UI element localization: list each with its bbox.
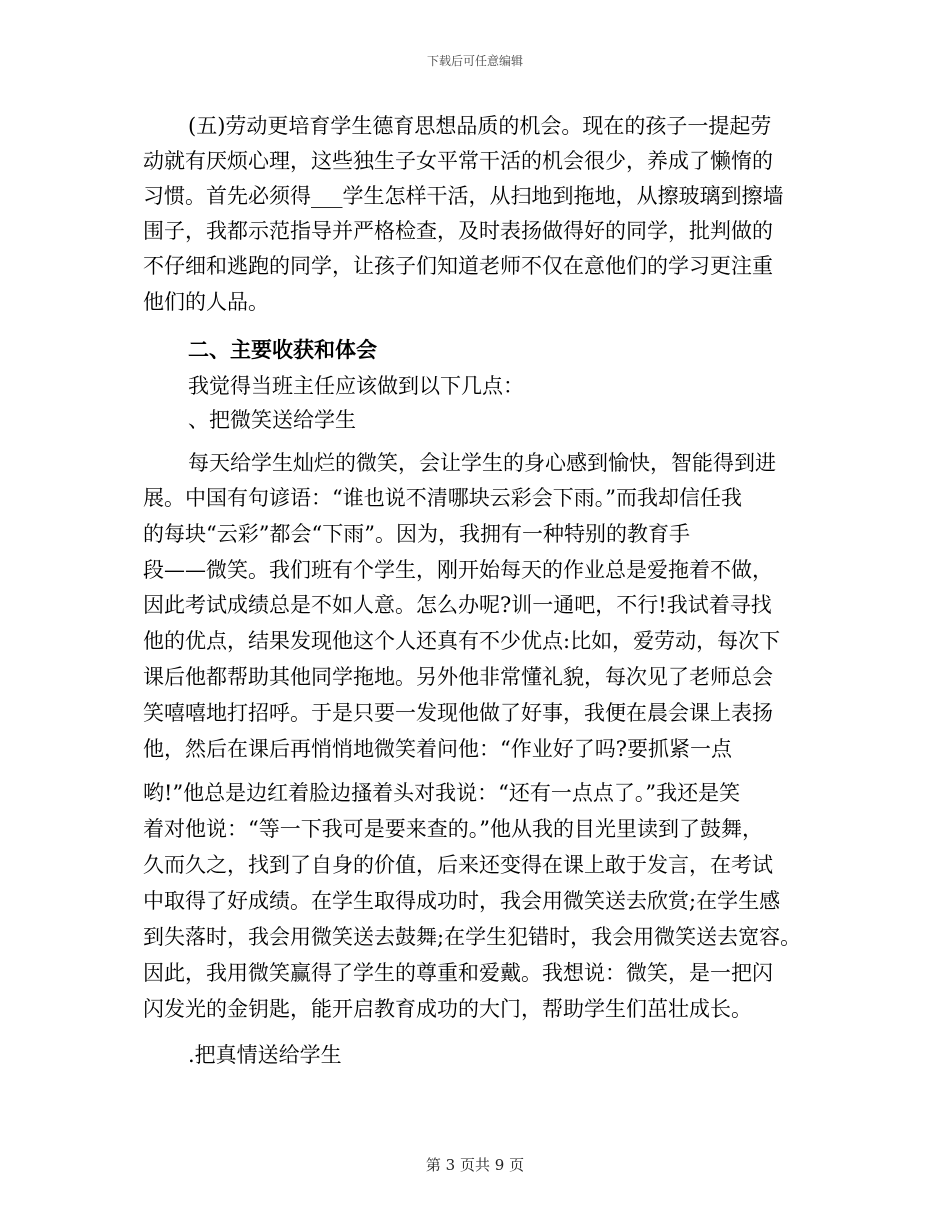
body-text-line: 习惯。首先必须得___学生怎样干活，从扫地到拖地，从擦玻璃到擦墙 <box>143 184 784 208</box>
body-text-line: 围子，我都示范指导并严格检查，及时表扬做得好的同学，批判做的 <box>143 219 773 243</box>
body-text-line: 的每块“云彩”都会“下雨”。因为，我拥有一种特别的教育手 <box>143 522 690 546</box>
body-text-line: 闪发光的金钥匙，能开启教育成功的大门，帮助学生们茁壮成长。 <box>143 997 752 1021</box>
body-text-line: 着对他说：“等一下我可是要来查的。”他从我的目光里读到了鼓舞， <box>143 817 763 841</box>
body-text-line: 中取得了好成绩。在学生取得成功时，我会用微笑送去欣赏;在学生感 <box>143 889 781 913</box>
body-text-line: 到失落时，我会用微笑送去鼓舞;在学生犯错时，我会用微笑送去宽容。 <box>143 925 802 949</box>
body-text-line: 笑嘻嘻地打招呼。于是只要一发现他做了好事，我便在晨会课上表扬 <box>143 701 773 725</box>
section-heading: 二、主要收获和体会 <box>188 337 377 362</box>
page-header: 下载后可任意编辑 <box>426 54 523 68</box>
subsection-heading: .把真情送给学生 <box>188 1043 342 1067</box>
body-text-line: 因此，我用微笑赢得了学生的尊重和爱戴。我想说：微笑，是一把闪 <box>143 961 773 985</box>
body-text-line: 哟!”他总是边红着脸边搔着头对我说：“还有一点点了。”我还是笑 <box>143 781 741 805</box>
subsection-heading: 、把微笑送给学生 <box>188 408 356 432</box>
body-text-line: 他的优点，结果发现他这个人还真有不少优点:比如，爱劳动，每次下 <box>143 629 781 653</box>
body-text-line: 课后他都帮助其他同学拖地。另外他非常懂礼貌，每次见了老师总会 <box>143 665 773 689</box>
body-text-line: (五)劳动更培育学生德育思想品质的机会。现在的孩子一提起劳 <box>188 114 772 138</box>
body-text-line: 每天给学生灿烂的微笑，会让学生的身心感到愉快，智能得到进 <box>188 451 776 475</box>
body-text-line: 因此考试成绩总是不如人意。怎么办呢?训一通吧，不行!我试着寻找 <box>143 593 772 617</box>
body-text-line: 不仔细和逃跑的同学，让孩子们知道老师不仅在意他们的学习更注重 <box>143 254 773 278</box>
body-text-line: 我觉得当班主任应该做到以下几点： <box>188 374 524 398</box>
page-number: 第 3 页共 9 页 <box>425 1156 525 1174</box>
body-text-line: 段——微笑。我们班有个学生，刚开始每天的作业总是爱拖着不做， <box>143 558 773 582</box>
body-text-line: 动就有厌烦心理，这些独生子女平常干活的机会很少，养成了懒惰的 <box>143 149 773 173</box>
body-text-line: 展。中国有句谚语：“谁也说不清哪块云彩会下雨。”而我却信任我 <box>143 486 742 510</box>
body-text-line: 他们的人品。 <box>143 290 269 314</box>
body-text-line: 他，然后在课后再悄悄地微笑着问他：“作业好了吗?要抓紧一点 <box>143 737 732 761</box>
body-text-line: 久而久之，找到了自身的价值，后来还变得在课上敢于发言，在考试 <box>143 853 773 877</box>
